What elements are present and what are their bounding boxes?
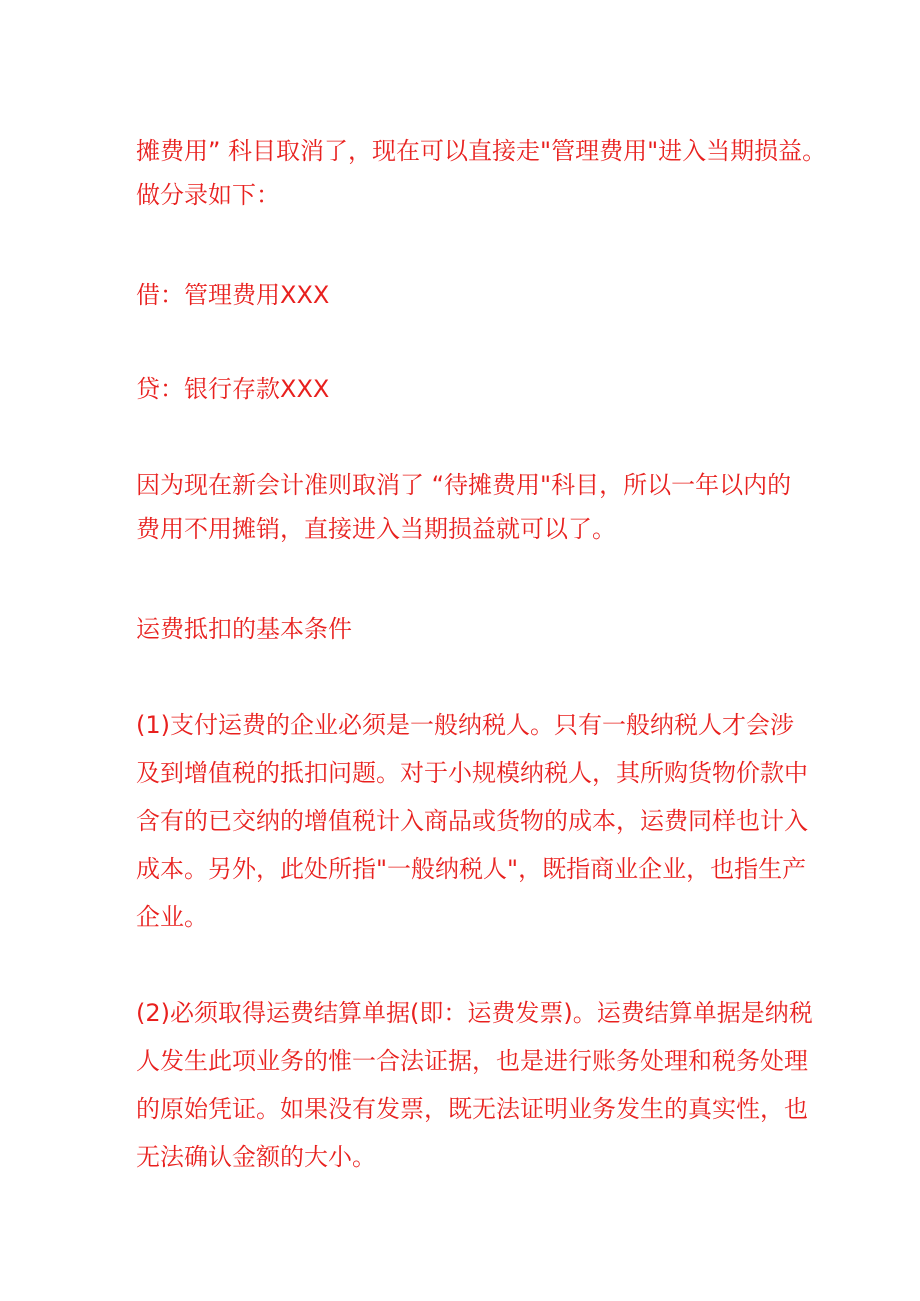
condition-1-line-2: 及到增值税的抵扣问题。对于小规模纳税人，其所购货物价款中 bbox=[136, 759, 808, 787]
reason-line-2: 费用不用摊销，直接进入当期损益就可以了。 bbox=[136, 515, 616, 543]
intro-line-2: 做分录如下： bbox=[136, 181, 280, 209]
condition-1-line-5: 企业。 bbox=[136, 903, 208, 931]
condition-2-line-1: (2)必须取得运费结算单据(即：运费发票)。运费结算单据是纳税 bbox=[136, 999, 813, 1027]
condition-1-line-4: 成本。另外，此处所指"一般纳税人"，既指商业企业，也指生产 bbox=[136, 855, 807, 883]
journal-entry-debit: 借：管理费用XXX bbox=[136, 281, 330, 309]
intro-line-1: 摊费用” 科目取消了，现在可以直接走"管理费用"进入当期损益。 bbox=[136, 137, 827, 165]
condition-1-line-1: (1)支付运费的企业必须是一般纳税人。只有一般纳税人才会涉 bbox=[136, 711, 794, 739]
section-heading: 运费抵扣的基本条件 bbox=[136, 615, 352, 643]
condition-1-line-3: 含有的已交纳的增值税计入商品或货物的成本，运费同样也计入 bbox=[136, 807, 808, 835]
journal-entry-credit: 贷：银行存款XXX bbox=[136, 375, 330, 403]
condition-2-line-4: 无法确认金额的大小。 bbox=[136, 1143, 376, 1171]
condition-2-line-3: 的原始凭证。如果没有发票，既无法证明业务发生的真实性，也 bbox=[136, 1095, 808, 1123]
reason-line-1: 因为现在新会计准则取消了 “待摊费用"科目，所以一年以内的 bbox=[136, 471, 792, 499]
condition-2-line-2: 人发生此项业务的惟一合法证据，也是进行账务处理和税务处理 bbox=[136, 1047, 808, 1075]
